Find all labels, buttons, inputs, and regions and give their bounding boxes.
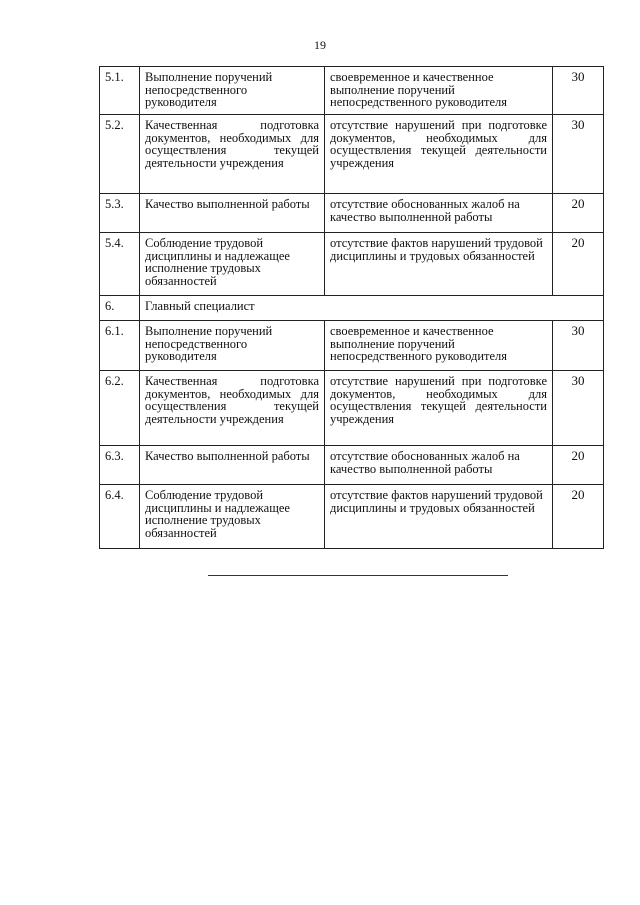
points-value: 30 [553, 115, 604, 194]
points-value: 30 [553, 371, 604, 446]
indicator-name: Соблюдение трудовой дисциплины и надлежащее исполнение трудовых обязанностей [140, 233, 325, 296]
evaluation-criterion: отсутствие нарушений при подготовке документов, необходимых для осуществления текущей деятельности учреждения [325, 115, 553, 194]
item-number: 6.2. [100, 371, 140, 446]
evaluation-criterion: отсутствие обоснованных жалоб на качество выполненной работы [325, 446, 553, 485]
evaluation-criterion: своевременное и качественное выполнение поручений непосредственного руководителя [325, 321, 553, 371]
table-row [100, 371, 604, 446]
page-number: 19 [314, 38, 326, 52]
item-number: 6.3. [100, 446, 140, 485]
table-row [100, 446, 604, 485]
item-number: 5.2. [100, 115, 140, 194]
indicator-name: Качество выполненной работы [140, 194, 325, 233]
points-value: 20 [553, 233, 604, 296]
indicator-name: Выполнение поручений непосредственного руководителя [140, 321, 325, 371]
indicator-name: Качественная подготовка документов, необходимых для осуществления текущей деятельности учреждения [140, 115, 325, 194]
points-value: 20 [553, 485, 604, 549]
table-row [100, 485, 604, 549]
section-row [100, 296, 604, 321]
points-value: 20 [553, 446, 604, 485]
indicator-name: Выполнение поручений непосредственного руководителя [140, 67, 325, 115]
table-row [100, 67, 604, 115]
indicator-name: Качество выполненной работы [140, 446, 325, 485]
points-value: 30 [553, 67, 604, 115]
evaluation-criterion: отсутствие обоснованных жалоб на качество выполненной работы [325, 194, 553, 233]
table-row [100, 115, 604, 194]
item-number: 5.1. [100, 67, 140, 115]
criteria-table [99, 66, 604, 549]
table-row [100, 233, 604, 296]
points-value: 20 [553, 194, 604, 233]
table-row [100, 321, 604, 371]
evaluation-criterion: отсутствие фактов нарушений трудовой дисциплины и трудовых обязанностей [325, 233, 553, 296]
item-number: 6.4. [100, 485, 140, 549]
evaluation-criterion: отсутствие фактов нарушений трудовой дисциплины и трудовых обязанностей [325, 485, 553, 549]
item-number: 6.1. [100, 321, 140, 371]
section-title: Главный специалист [140, 296, 604, 321]
item-number: 5.3. [100, 194, 140, 233]
evaluation-criterion: своевременное и качественное выполнение поручений непосредственного руководителя [325, 67, 553, 115]
points-value: 30 [553, 321, 604, 371]
item-number: 5.4. [100, 233, 140, 296]
end-separator-line [208, 575, 508, 576]
item-number: 6. [100, 296, 140, 321]
evaluation-criterion: отсутствие нарушений при подготовке документов, необходимых для осуществления текущей деятельности учреждения [325, 371, 553, 446]
indicator-name: Соблюдение трудовой дисциплины и надлежащее исполнение трудовых обязанностей [140, 485, 325, 549]
indicator-name: Качественная подготовка документов, необходимых для осуществления текущей деятельности учреждения [140, 371, 325, 446]
table-row [100, 194, 604, 233]
